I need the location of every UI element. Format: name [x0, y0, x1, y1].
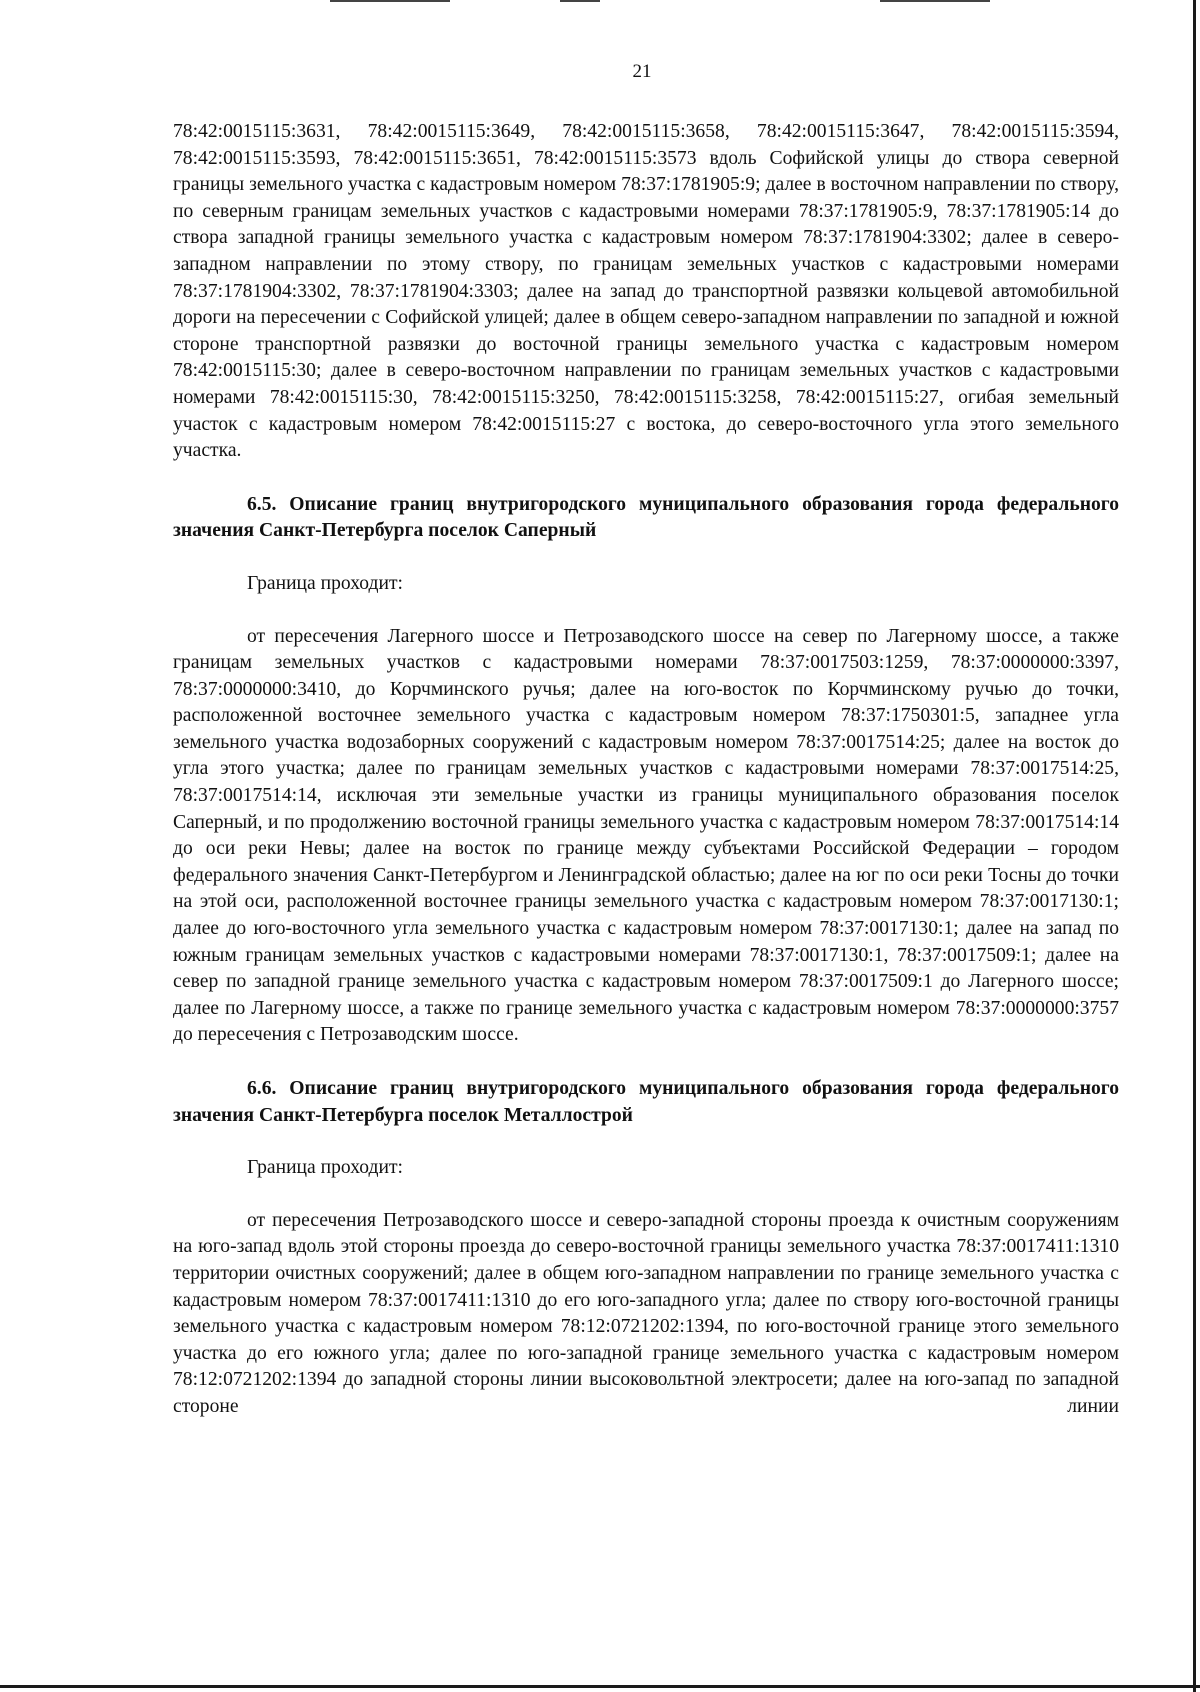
boundary-intro-6-6: Граница проходит: [247, 1157, 403, 1179]
scan-edge-mark [880, 0, 990, 2]
scan-edge-bottom [0, 1685, 1200, 1688]
scan-edge-mark [330, 0, 450, 2]
boundary-description-6-6: от пересечения Петрозаводского шоссе и северо-западной стороны проезда к очистным сооружениям на юго-запад вдоль этой стороны проезда до северо-восточной границы земельного участка 78:37:0017411:1310 территории очистных сооружений; далее в общем юго-западном направлении по границе земельного участка с кадастровым номером 78:37:0017411:1310 до его юго-западного угла; далее по створу юго-восточной границы земельного участка с кадастровым номером 78:12:0721202:1394, по юго-восточной границе этого земельного участка до его южного угла; далее по юго-западной границе земельного участка с кадастровым номером 78:12:0721202:1394 до западной стороны линии высоковольтной электросети; далее на юго-запад по западной стороне линии [173, 1209, 1119, 1417]
document-body [173, 119, 1119, 1421]
section-heading-6-5: 6.5. Описание границ внутригородского муниципального образования города федерального значения Санкт-Петербурга поселок Саперный [173, 493, 1119, 542]
boundary-intro-6-5: Граница проходит: [247, 572, 403, 594]
scan-edge-mark [560, 0, 600, 2]
section-heading-6-6: 6.6. Описание границ внутригородского муниципального образования города федерального значения Санкт-Петербурга поселок Металлострой [173, 1078, 1119, 1126]
boundary-description-6-5: от пересечения Лагерного шоссе и Петрозаводского шоссе на север по Лагерному шоссе, а также границам земельных участков с кадастровыми номерами 78:37:0017503:1259, 78:37:0000000:3397, 78:37:0000000:3410, до Корчминского ручья; далее на юго-восток по Корчминскому ручью до точки, расположенной восточнее земельного участка с кадастровым номером 78:37:1750301:5, западнее угла земельного участка водозаборных сооружений с кадастровым номером 78:37:0017514:25; далее на восток до угла этого участка; далее по границам земельных участков с кадастровыми номерами 78:37:0017514:25, 78:37:0017514:14, исключая эти земельные участки из границы муниципального образования поселок Саперный, и по продолжению восточной границы земельного участка с кадастровым номером 78:37:0017514:14 до оси реки Невы; далее на восток по границе между субъектами Российской Федерации – городом федерального значения Санкт-Петербургом и Ленинградской областью; далее на юг по оси реки Тосны до точки на этой оси, расположенной восточнее границы земельного участка с кадастровым номером 78:37:0017130:1; далее до юго-восточного угла земельного участка с кадастровым номером 78:37:0017130:1; далее на запад по южным границам земельных участков с кадастровыми номерами 78:37:0017130:1, 78:37:0017509:1; далее на север по западной границе земельного участка с кадастровым номером 78:37:0017509:1 до Лагерного шоссе; далее по Лагерному шоссе, а также по границе земельного участка с кадастровым номером 78:37:0000000:3757 до пересечения с Петрозаводским шоссе. [173, 625, 1119, 1046]
paragraph-continued: 78:42:0015115:3631, 78:42:0015115:3649, 78:42:0015115:3658, 78:42:0015115:3647, 78:42:0015115:3594, 78:42:0015115:3593, 78:42:0015115:3651, 78:42:0015115:3573 вдоль Софийской улицы до створа северной границы земельного участка с кадастровым номером 78:37:1781905:9; далее в восточном направлении по створу, по северным границам земельных участков с кадастровыми номерами 78:37:1781905:9, 78:37:1781905:14 до створа западной границы земельного участка с кадастровым номером 78:37:1781904:3302; далее в северо-западном направлении по этому створу, по границам земельных участков с кадастровыми номерами 78:37:1781904:3302, 78:37:1781904:3303; далее на запад до транспортной развязки кольцевой автомобильной дороги на пересечении с Софийской улицей; далее в общем северо-западном направлении по западной и южной стороне транспортной развязки до восточной границы земельного участка с кадастровым номером 78:42:0015115:30; далее в северо-восточном направлении по границам земельных участков с кадастровыми номерами 78:42:0015115:30, 78:42:0015115:3250, 78:42:0015115:3258, 78:42:0015115:27, огибая земельный участок с кадастровым номером 78:42:0015115:27 с востока, до северо-восточного угла этого земельного участка. [173, 121, 1119, 462]
page-number: 21 [632, 61, 652, 82]
scan-edge-right [1193, 0, 1196, 1692]
